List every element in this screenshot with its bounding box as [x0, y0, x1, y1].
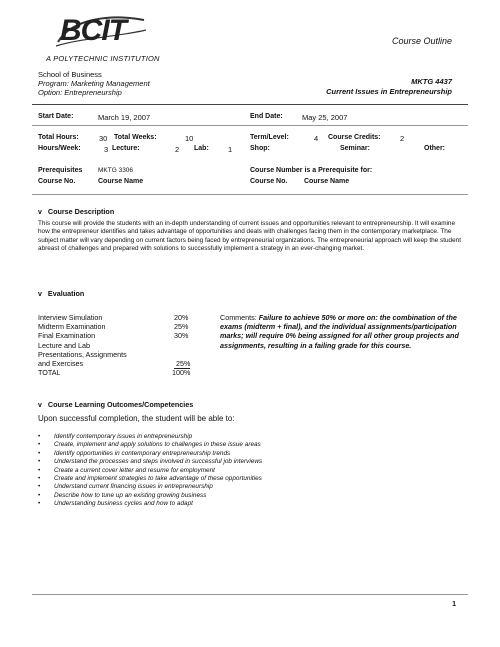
evaluation-heading — [38, 289, 84, 298]
evaluation-row — [38, 341, 198, 350]
eval-item: Midterm Examination — [38, 322, 106, 332]
course-code: MKTG 4437 — [411, 77, 452, 86]
section-title: Course Description — [47, 207, 115, 216]
section-marker: v — [38, 291, 42, 298]
start-date-value: March 19, 2007 — [98, 113, 151, 122]
section-marker: v — [38, 402, 42, 409]
page-number: 1 — [452, 601, 456, 608]
outcome-text: Create a current cover letter and resume for employment — [54, 466, 215, 474]
evaluation-row — [38, 350, 198, 359]
list-item — [38, 441, 458, 449]
bullet-icon: • — [38, 491, 41, 499]
eval-item: and Exercises — [38, 359, 84, 369]
eval-weight: 100% — [172, 368, 191, 378]
option-name: Option: Entrepreneurship — [38, 88, 122, 97]
bullet-icon: • — [38, 475, 41, 483]
evaluation-comments — [220, 313, 468, 350]
lecture-value: 2 — [175, 145, 180, 154]
logo-tagline: A POLYTECHNIC INSTITUTION — [46, 54, 160, 63]
course-description-heading — [38, 207, 114, 216]
evaluation-row — [38, 359, 198, 368]
comments-text: Failure to achieve 50% or more on: the combination of the exams (midterm + final), and the individual assignments/participation marks; will require 0% being assigned for all other group projects and assignments, resulting in a failing grade for this course. — [220, 313, 459, 350]
total-weeks-value: 10 — [185, 134, 194, 143]
bullet-icon: • — [38, 500, 41, 508]
list-item — [38, 483, 458, 491]
prerequisites-value: MKTG 3306 — [98, 167, 134, 174]
section-title: Course Learning Outcomes/Competencies — [47, 400, 194, 409]
outcome-text: Understand the processes and steps involved in successful job interviews — [54, 458, 263, 466]
start-date-label: Start Date: — [38, 113, 74, 120]
outcomes-list — [38, 433, 458, 509]
eval-weight: 20% — [174, 313, 189, 322]
outcome-text: Identify contemporary issues in entrepreneurship — [54, 433, 193, 440]
bullet-icon: • — [38, 466, 41, 474]
evaluation-row — [38, 331, 198, 340]
bullet-icon: • — [38, 433, 41, 440]
list-item — [38, 500, 458, 508]
prerequisite-for-label: Course Number is a Prerequisite for: — [250, 167, 373, 174]
divider — [32, 594, 468, 595]
eval-weight: 30% — [174, 331, 189, 341]
course-credits-label: Course Credits: — [328, 134, 381, 141]
lab-value: 1 — [228, 145, 233, 154]
list-item — [38, 458, 458, 466]
outcome-text: Create and implement strategies to take advantage of these opportunities — [54, 475, 262, 483]
logo-text: BCIT — [60, 14, 126, 47]
document-type: Course Outline — [391, 36, 452, 46]
list-item — [38, 433, 458, 441]
eval-item: Presentations, Assignments — [38, 349, 127, 359]
hours-week-value: 3 — [104, 145, 109, 154]
total-hours-label: Total Hours: — [38, 134, 79, 141]
eval-item: TOTAL — [38, 368, 61, 378]
bullet-icon: • — [38, 458, 41, 466]
end-date-value: May 25, 2007 — [302, 113, 348, 122]
school-name: School of Business — [38, 70, 102, 79]
total-weeks-label: Total Weeks: — [114, 134, 157, 141]
eval-weight: 25% — [174, 322, 189, 332]
course-description-text: This course will provide the students with an in-depth understanding of current issues and opportunities relevant to entrepreneurship. It will examine how the entrepreneur identifies and takes advantage of opportunities and deals with challenges facing them in the contemporary marketplace. The subject matter will vary depending on current factors being faced by entrepreneurial organizations. The entrepreneurial approach will keep the student abreast of challenges and prepared with solutions to successfully implement a strategy in an ever-changing market. — [38, 220, 461, 252]
list-item — [38, 450, 458, 458]
outcome-text: Identify opportunities in contemporary entrepreneurship trends — [54, 449, 231, 457]
learning-outcomes-heading — [38, 400, 193, 409]
shop-label: Shop: — [250, 145, 270, 152]
eval-item: Final Examination — [38, 331, 96, 341]
prereq-for-course-name-header: Course Name — [304, 178, 350, 185]
outcome-text: Create, implement and apply solutions to challenges in these issue areas — [54, 441, 261, 449]
prereq-course-name-header: Course Name — [98, 178, 144, 185]
eval-item: Lecture and Lab — [38, 340, 90, 350]
list-item — [38, 467, 458, 475]
prereq-course-no-header: Course No. — [38, 178, 76, 185]
section-title: Evaluation — [47, 289, 85, 298]
outcome-text: Describe how to tune up an existing growing business — [54, 491, 207, 499]
hours-week-label: Hours/Week: — [38, 145, 81, 152]
outcome-text: Understand current financing issues in entrepreneurship — [54, 483, 213, 491]
total-hours-value: 30 — [99, 134, 108, 143]
course-credits-value: 2 — [400, 134, 405, 143]
term-level-value: 4 — [314, 134, 319, 143]
comments-label: Comments: — [220, 313, 257, 322]
prereq-for-course-no-header: Course No. — [250, 178, 288, 185]
prerequisites-label: Prerequisites — [38, 167, 83, 174]
divider — [32, 194, 468, 195]
seminar-label: Seminar: — [340, 145, 370, 152]
program-name: Program: Marketing Management — [38, 79, 150, 88]
evaluation-row — [38, 368, 198, 377]
list-item — [38, 492, 458, 500]
course-title: Current Issues in Entrepreneurship — [326, 87, 452, 96]
outcomes-intro: Upon successful completion, the student will be able to: — [38, 414, 235, 423]
divider — [32, 125, 468, 126]
lecture-label: Lecture: — [112, 145, 140, 152]
section-marker: v — [38, 209, 42, 216]
bullet-icon: • — [38, 441, 41, 449]
list-item — [38, 475, 458, 483]
end-date-label: End Date: — [250, 113, 283, 120]
term-level-label: Term/Level: — [250, 134, 289, 141]
other-label: Other: — [424, 145, 445, 152]
lab-label: Lab: — [194, 145, 209, 152]
evaluation-row — [38, 322, 198, 331]
divider — [32, 104, 468, 105]
bullet-icon: • — [38, 449, 41, 457]
bullet-icon: • — [38, 483, 41, 491]
eval-item: Interview Simulation — [38, 313, 103, 322]
evaluation-table — [38, 313, 198, 377]
eval-weight: 25% — [176, 359, 191, 369]
evaluation-row — [38, 313, 198, 322]
outcome-text: Understanding business cycles and how to adapt — [54, 500, 193, 508]
